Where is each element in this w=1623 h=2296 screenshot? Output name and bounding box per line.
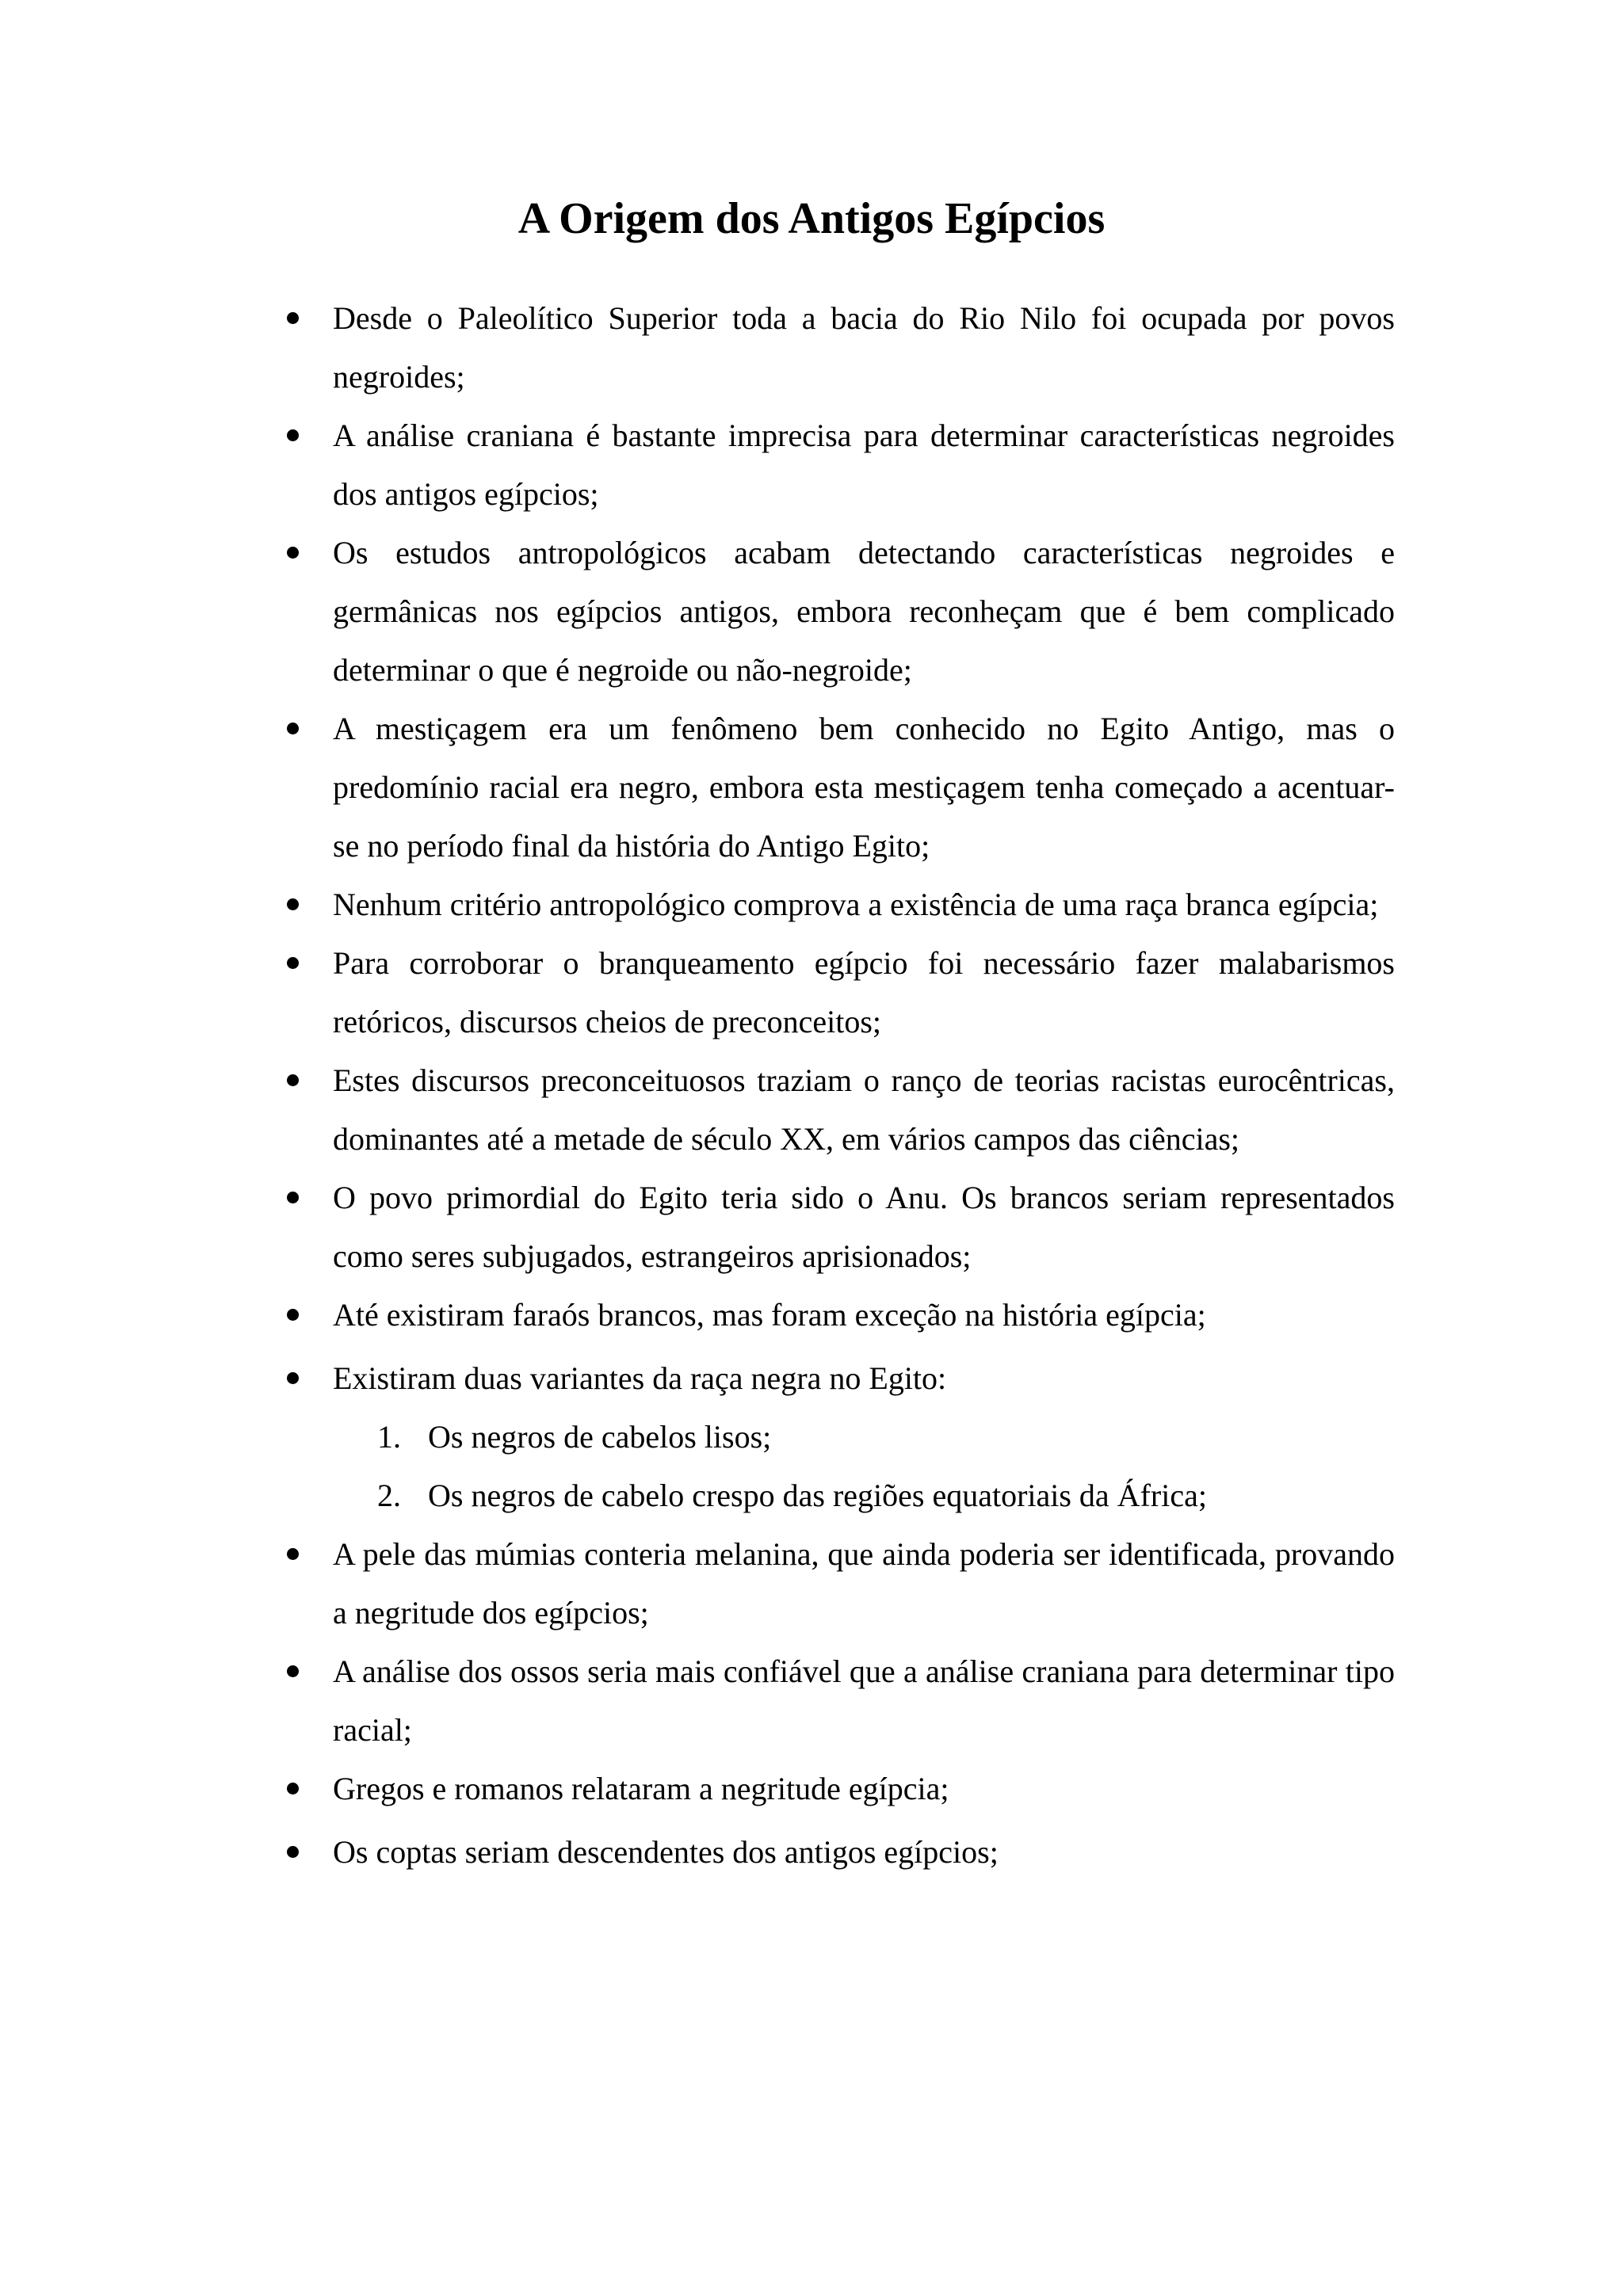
- item-number: 1.: [377, 1419, 401, 1455]
- bullet-icon: [287, 1548, 299, 1560]
- list-item: [269, 875, 1395, 934]
- bullet-icon: [287, 1372, 299, 1384]
- list-item: [269, 1169, 1395, 1286]
- list-item: [269, 289, 1395, 406]
- list-item-text: Para corroborar o branqueamento egípcio foi necessário fazer malabarismos retóricos, discursos cheios de preconceitos;: [333, 945, 1395, 1039]
- list-item-text: Nenhum critério antropológico comprova a existência de uma raça branca egípcia;: [333, 887, 1379, 922]
- list-item: [269, 1642, 1395, 1760]
- list-item: [269, 1823, 1395, 1882]
- list-item: [269, 934, 1395, 1051]
- bullet-icon: [287, 1783, 299, 1794]
- list-item-text: O povo primordial do Egito teria sido o Anu. Os brancos seriam representados como seres subjugados, estrangeiros aprisionados;: [333, 1180, 1395, 1274]
- bullet-icon: [287, 723, 299, 734]
- list-item: [269, 524, 1395, 700]
- list-item-text: A mestiçagem era um fenômeno bem conhecido no Egito Antigo, mas o predomínio racial era negro, embora esta mestiçagem tenha começado a acentuar-se no período final da história do Antigo Egito;: [333, 711, 1395, 864]
- list-item-text: Até existiram faraós brancos, mas foram exceção na história egípcia;: [333, 1297, 1206, 1333]
- list-item-text: Gregos e romanos relataram a negritude egípcia;: [333, 1771, 949, 1806]
- bullet-icon: [287, 429, 299, 441]
- list-item-text: A análise craniana é bastante imprecisa para determinar características negroides dos antigos egípcios;: [333, 418, 1395, 512]
- bullet-icon: [287, 1665, 299, 1677]
- list-item: [269, 1349, 1395, 1525]
- list-item-text: Existiram duas variantes da raça negra no Egito:: [333, 1360, 947, 1396]
- bullet-icon: [287, 547, 299, 559]
- numbered-item-text: Os negros de cabelo crespo das regiões equatoriais da África;: [428, 1478, 1207, 1513]
- bullet-icon: [287, 312, 299, 324]
- list-item-text: Os coptas seriam descendentes dos antigos egípcios;: [333, 1834, 999, 1870]
- numbered-item: [333, 1466, 1395, 1525]
- numbered-item-text: Os negros de cabelos lisos;: [428, 1419, 772, 1455]
- bullet-icon: [287, 898, 299, 910]
- list-item: [269, 1051, 1395, 1169]
- bullet-icon: [287, 1846, 299, 1858]
- bullet-icon: [287, 1192, 299, 1203]
- list-item-text: Estes discursos preconceituosos traziam o ranço de teorias racistas eurocêntricas, dominantes até a metade de século XX, em vários campos das ciências;: [333, 1062, 1395, 1157]
- list-item-text: Os estudos antropológicos acabam detectando características negroides e germânicas nos egípcios antigos, embora reconheçam que é bem complicado determinar o que é negroide ou não-negroide;: [333, 535, 1395, 688]
- page-title: A Origem dos Antigos Egípcios: [517, 194, 1106, 243]
- list-item: [269, 700, 1395, 875]
- list-item: [269, 406, 1395, 524]
- bullet-icon: [287, 957, 299, 969]
- bullet-icon: [287, 1074, 299, 1086]
- bullet-list: [269, 289, 1395, 1882]
- item-number: 2.: [377, 1478, 401, 1513]
- numbered-item: [333, 1408, 1395, 1466]
- list-item-text: A análise dos ossos seria mais confiável que a análise craniana para determinar tipo racial;: [333, 1653, 1395, 1748]
- numbered-sublist: [333, 1408, 1395, 1525]
- list-item: [269, 1760, 1395, 1818]
- bullet-icon: [287, 1309, 299, 1321]
- list-item: [269, 1286, 1395, 1344]
- list-item: [269, 1525, 1395, 1642]
- list-item-text: Desde o Paleolítico Superior toda a bacia do Rio Nilo foi ocupada por povos negroides;: [333, 300, 1395, 395]
- list-item-text: A pele das múmias conteria melanina, que ainda poderia ser identificada, provando a negritude dos egípcios;: [333, 1536, 1395, 1630]
